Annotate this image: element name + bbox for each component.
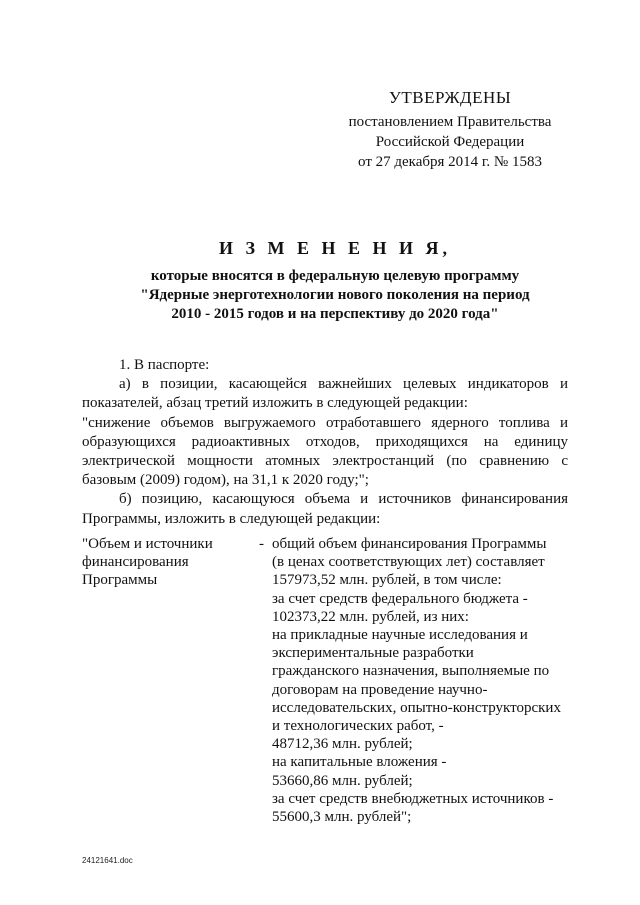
financing-value-line: 55600,3 млн. рублей"; (272, 809, 412, 826)
item-b-line-1: б) позицию, касающуюся объема и источников финансирования (119, 491, 568, 508)
item-a-line-1: а) в позиции, касающейся важнейших целевых индикаторов и (119, 376, 568, 393)
financing-value-line: 53660,86 млн. рублей; (272, 772, 413, 789)
title-main: И З М Е Н Е Н И Я, (218, 238, 451, 258)
document-body (82, 356, 568, 529)
financing-label-line: "Объем и источники (82, 536, 213, 552)
approval-line-3: от 27 декабря 2014 г. № 1583 (358, 154, 542, 170)
financing-value-line: экспериментальные разработки (272, 645, 474, 662)
financing-value-line: гражданского назначения, выполняемые по (272, 663, 550, 680)
quote-line-1: "снижение объемов выгружаемого отработавшего ядерного топлива и (82, 414, 568, 431)
financing-value-line: и технологических работ, - (272, 718, 444, 735)
financing-value-line: за счет средств федерального бюджета - (272, 590, 528, 607)
financing-value-line: на капитальные вложения - (272, 754, 447, 771)
approval-heading: УТВЕРЖДЕНЫ (388, 88, 512, 107)
financing-label (82, 535, 252, 590)
financing-value-line: (в ценах соответствующих лет) составляет (272, 554, 545, 571)
financing-value-line: на прикладные научные исследования и (272, 627, 528, 644)
financing-value-line: 157973,52 млн. рублей, в том числе: (272, 572, 502, 589)
financing-label-line: финансирования (82, 554, 189, 571)
financing-dash: - (259, 536, 264, 552)
approval-stamp (340, 88, 560, 172)
financing-value (272, 535, 582, 826)
financing-value-line: договорам на проведение научно- (272, 681, 488, 698)
financing-label-line: Программы (82, 572, 158, 589)
footer-filename: 24121641.doc (82, 856, 133, 865)
financing-value-line: общий объем финансирования Программы (272, 536, 547, 552)
approval-line-1: постановлением Правительства (348, 114, 552, 130)
item-b-line-2: Программы, изложить в следующей редакции: (82, 510, 381, 527)
financing-value-line: за счет средств внебюджетных источников - (272, 790, 554, 807)
approval-line-2: Российской Федерации (375, 134, 525, 150)
title-sub-2: "Ядерные энерготехнологии нового поколения на период (140, 287, 530, 303)
quote-line-2: образующихся радиоактивных отходов, приходящихся на единицу (82, 433, 568, 450)
financing-value-line: исследовательских, опытно-конструкторских (272, 699, 561, 716)
document-title (90, 238, 580, 324)
quote-line-3: электрической мощности атомных электростанций (по сравнению с (82, 453, 568, 470)
quote-line-4: базовым (2009) годом), на 31,1 к 2020 году;"; (82, 472, 369, 489)
title-sub-3: 2010 - 2015 годов и на перспективу до 2020 года" (171, 306, 499, 322)
financing-value-line: 102373,22 млн. рублей, из них: (272, 608, 469, 625)
financing-value-line: 48712,36 млн. рублей; (272, 736, 413, 753)
item-1-heading: 1. В паспорте: (119, 357, 210, 373)
title-sub-1: которые вносятся в федеральную целевую программу (150, 268, 520, 284)
item-a-line-2: показателей, абзац третий изложить в следующей редакции: (82, 395, 468, 412)
